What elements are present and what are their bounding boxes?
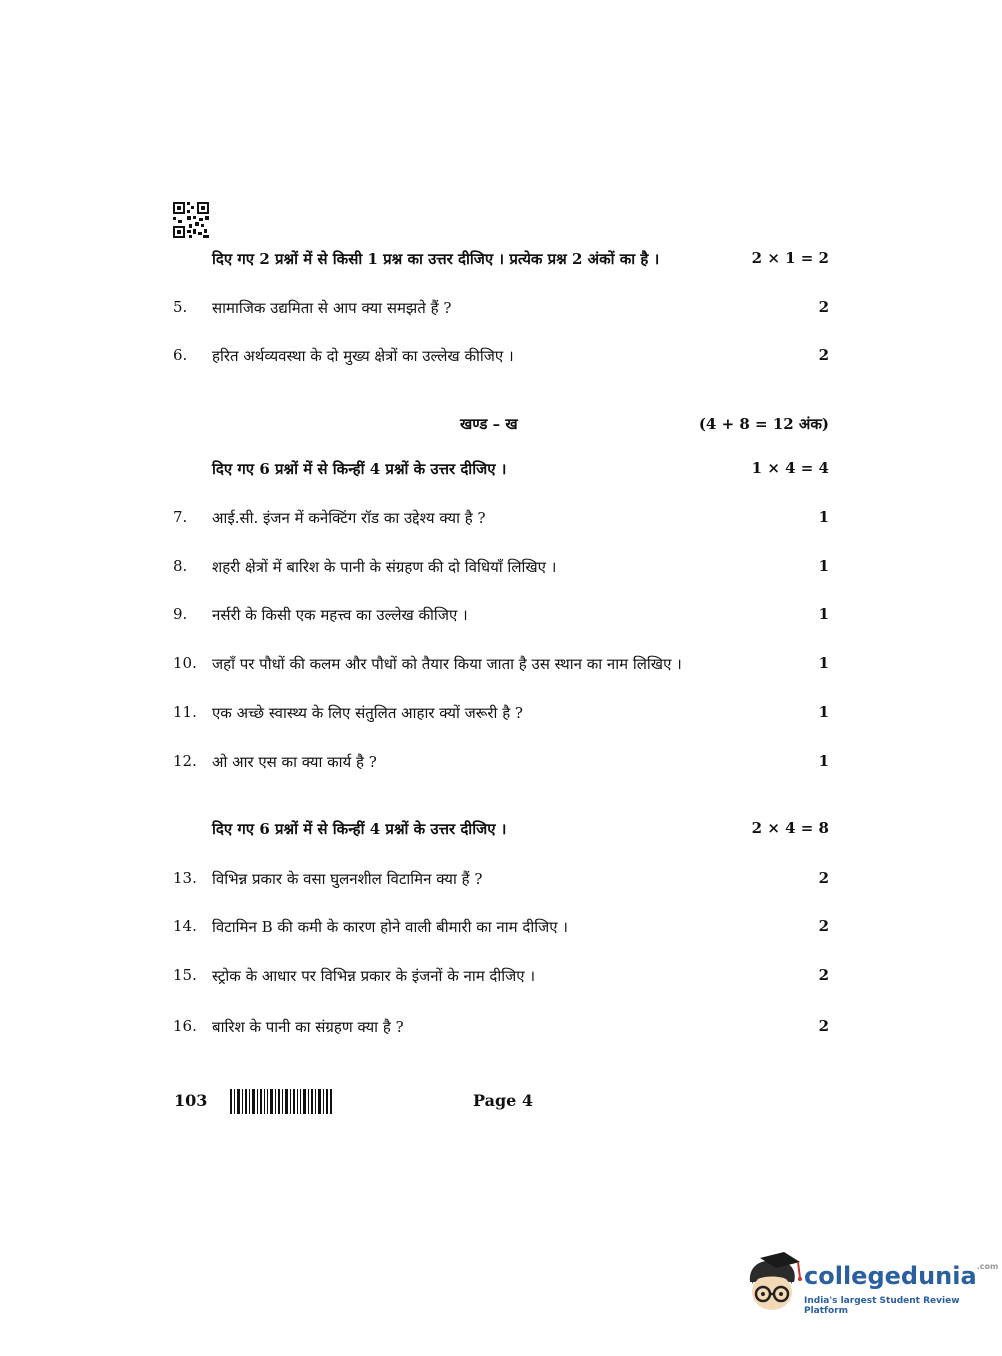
question-number: 12. — [173, 752, 197, 770]
question-marks: 1 — [818, 605, 829, 623]
question-text: सामाजिक उद्यमिता से आप क्या समझते हैं ? — [212, 299, 452, 317]
question-number: 8. — [173, 557, 188, 575]
question-marks: 1 — [818, 703, 829, 721]
question-number: 16. — [173, 1017, 197, 1035]
question-marks: 2 — [818, 966, 829, 984]
section-marks: (4 + 8 = 12 अंक) — [698, 415, 829, 433]
marks-group-1: 2 × 1 = 2 — [751, 249, 829, 267]
collegedunia-logo-text — [804, 1262, 998, 1290]
question-text: जहाँ पर पौधों की कलम और पौधों को तैयार किया जाता है उस स्थान का नाम लिखिए । — [212, 655, 682, 673]
instruction-group-1: दिए गए 2 प्रश्नों में से किसी 1 प्रश्न का उत्तर दीजिए । प्रत्येक प्रश्न 2 अंकों का है । — [212, 250, 660, 268]
question-marks: 2 — [818, 1017, 829, 1035]
question-text: स्ट्रोक के आधार पर विभिन्न प्रकार के इंजनों के नाम दीजिए । — [212, 967, 536, 985]
question-marks: 2 — [818, 869, 829, 887]
paper-code: 103 — [174, 1091, 208, 1110]
logo-name: collegedunia — [804, 1262, 977, 1290]
question-number: 6. — [173, 346, 188, 364]
question-text: बारिश के पानी का संग्रहण क्या है ? — [212, 1018, 404, 1036]
question-text: विभिन्न प्रकार के वसा घुलनशील विटामिन क्या हैं ? — [212, 870, 483, 888]
question-number: 7. — [173, 508, 188, 526]
question-number: 9. — [173, 605, 188, 623]
logo-suffix: .com — [976, 1262, 999, 1271]
question-number: 14. — [173, 917, 197, 935]
question-number: 13. — [173, 869, 197, 887]
question-marks: 2 — [818, 298, 829, 316]
question-marks: 1 — [818, 557, 829, 575]
question-marks: 1 — [818, 654, 829, 672]
question-marks: 2 — [818, 917, 829, 935]
question-text: ओ आर एस का क्या कार्य है ? — [212, 753, 377, 771]
question-marks: 1 — [818, 752, 829, 770]
marks-group-2: 1 × 4 = 4 — [751, 459, 829, 477]
collegedunia-mascot-icon — [742, 1252, 802, 1314]
question-marks: 2 — [818, 346, 829, 364]
question-text: एक अच्छे स्वास्थ्य के लिए संतुलित आहार क्यों जरूरी है ? — [212, 704, 523, 722]
barcode-icon — [230, 1089, 332, 1114]
question-number: 15. — [173, 966, 197, 984]
question-text: नर्सरी के किसी एक महत्त्व का उल्लेख कीजिए । — [212, 606, 468, 624]
question-text: शहरी क्षेत्रों में बारिश के पानी के संग्रहण की दो विधियाँ लिखिए । — [212, 558, 557, 576]
instruction-group-2: दिए गए 6 प्रश्नों में से किन्हीं 4 प्रश्नों के उत्तर दीजिए । — [212, 460, 507, 478]
question-text: हरित अर्थव्यवस्था के दो मुख्य क्षेत्रों का उल्लेख कीजिए । — [212, 347, 514, 365]
qr-code-icon — [173, 202, 209, 238]
question-text: विटामिन B की कमी के कारण होने वाली बीमारी का नाम दीजिए । — [212, 918, 568, 936]
section-title: खण्ड – ख — [460, 415, 518, 433]
page-number: Page 4 — [473, 1091, 534, 1110]
question-number: 5. — [173, 298, 188, 316]
instruction-group-3: दिए गए 6 प्रश्नों में से किन्हीं 4 प्रश्नों के उत्तर दीजिए । — [212, 820, 507, 838]
logo-tagline: India's largest Student Review Platform — [804, 1296, 960, 1316]
question-marks: 1 — [818, 508, 829, 526]
question-number: 11. — [173, 703, 197, 721]
marks-group-3: 2 × 4 = 8 — [751, 819, 829, 837]
question-text: आई.सी. इंजन में कनेक्टिंग रॉड का उद्देश्य क्या है ? — [212, 509, 486, 527]
question-number: 10. — [173, 654, 197, 672]
